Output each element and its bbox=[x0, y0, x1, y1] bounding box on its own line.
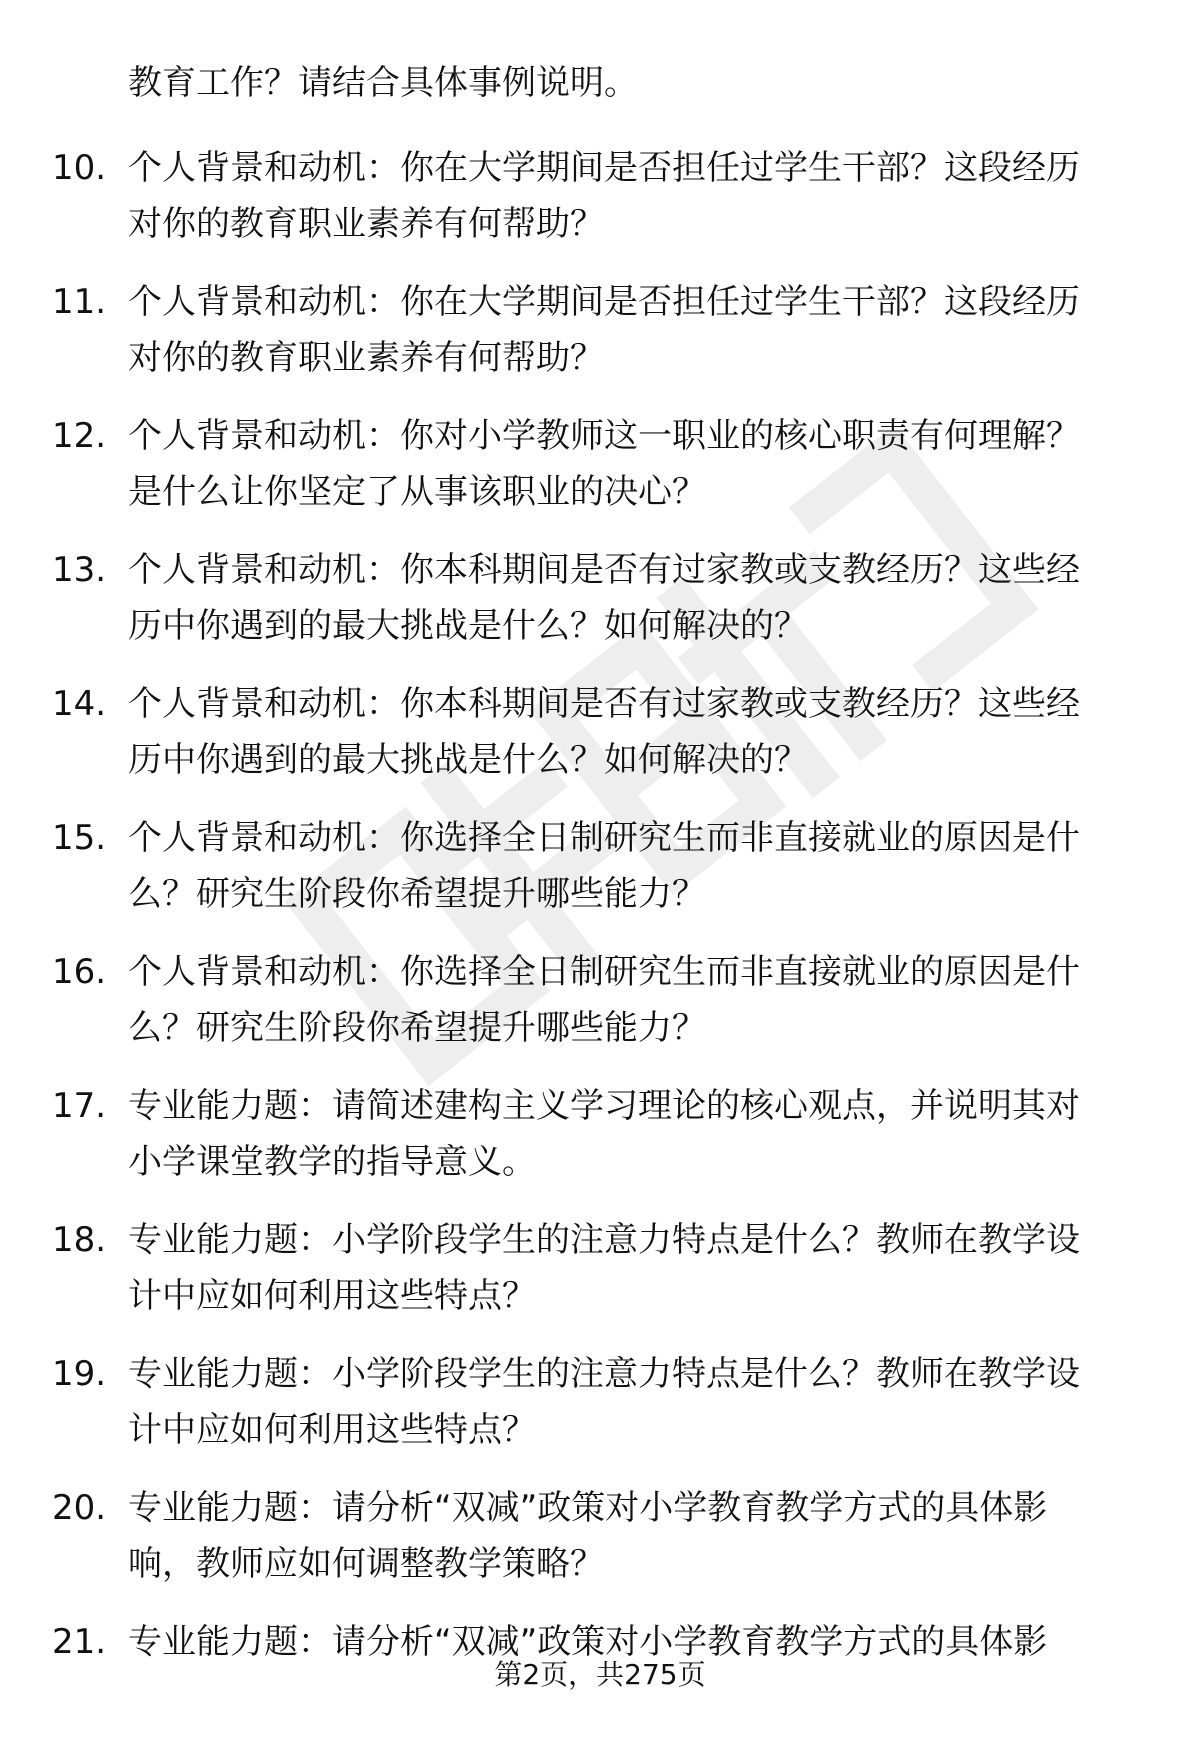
question-number: 13. bbox=[52, 550, 107, 590]
question-number: 12. bbox=[52, 416, 107, 456]
question-line: 专业能力题：请分析“双减”政策对小学教育教学方式的具体影 bbox=[128, 1488, 1048, 1528]
question-line: 响，教师应如何调整教学策略？ bbox=[128, 1544, 604, 1584]
question-number: 21. bbox=[52, 1622, 107, 1662]
question-line: 个人背景和动机：你对小学教师这一职业的核心职责有何理解？ bbox=[128, 416, 1080, 456]
list-item bbox=[0, 676, 1200, 810]
question-line: 计中应如何利用这些特点？ bbox=[128, 1410, 536, 1450]
question-line: 历中你遇到的最大挑战是什么？如何解决的？ bbox=[128, 740, 808, 780]
question-line: 对你的教育职业素养有何帮助？ bbox=[128, 338, 604, 378]
list-item bbox=[0, 542, 1200, 676]
question-list bbox=[0, 140, 1200, 1748]
question-number: 15. bbox=[52, 818, 107, 858]
question-line: 个人背景和动机：你本科期间是否有过家教或支教经历？这些经 bbox=[128, 550, 1080, 590]
question-line: 个人背景和动机：你在大学期间是否担任过学生干部？这段经历 bbox=[128, 282, 1080, 322]
list-item bbox=[0, 810, 1200, 944]
question-number: 16. bbox=[52, 952, 107, 992]
question-number: 18. bbox=[52, 1220, 107, 1260]
question-line: 历中你遇到的最大挑战是什么？如何解决的？ bbox=[128, 606, 808, 646]
question-line: 小学课堂教学的指导意义。 bbox=[128, 1142, 536, 1182]
list-item bbox=[0, 408, 1200, 542]
list-item bbox=[0, 1480, 1200, 1614]
question-number: 17. bbox=[52, 1086, 107, 1126]
question-number: 14. bbox=[52, 684, 107, 724]
list-item bbox=[0, 1212, 1200, 1346]
page-footer: 第2页，共275页 bbox=[494, 1658, 706, 1691]
question-line: 个人背景和动机：你本科期间是否有过家教或支教经历？这些经 bbox=[128, 684, 1080, 724]
question-line: 计中应如何利用这些特点？ bbox=[128, 1276, 536, 1316]
question-text bbox=[128, 1078, 1148, 1190]
question-number: 20. bbox=[52, 1488, 107, 1528]
question-line: 么？研究生阶段你希望提升哪些能力？ bbox=[128, 1008, 706, 1048]
list-item bbox=[0, 140, 1200, 274]
question-line: 是什么让你坚定了从事该职业的决心？ bbox=[128, 472, 706, 512]
question-line: 么？研究生阶段你希望提升哪些能力？ bbox=[128, 874, 706, 914]
question-line: 个人背景和动机：你选择全日制研究生而非直接就业的原因是什 bbox=[128, 818, 1080, 858]
list-item bbox=[0, 1078, 1200, 1212]
question-line: 个人背景和动机：你选择全日制研究生而非直接就业的原因是什 bbox=[128, 952, 1080, 992]
question-text bbox=[128, 408, 1148, 520]
question-text bbox=[128, 542, 1148, 654]
question-line: 专业能力题：请简述建构主义学习理论的核心观点，并说明其对 bbox=[128, 1086, 1080, 1126]
question-number: 19. bbox=[52, 1354, 107, 1394]
question-text bbox=[128, 944, 1148, 1056]
question-text bbox=[128, 140, 1148, 252]
list-item bbox=[0, 274, 1200, 408]
question-line: 对你的教育职业素养有何帮助？ bbox=[128, 204, 604, 244]
question-text bbox=[128, 1480, 1148, 1592]
question-line: 专业能力题：请分析“双减”政策对小学教育教学方式的具体影 bbox=[128, 1622, 1048, 1662]
question-number: 10. bbox=[52, 148, 107, 188]
question-text bbox=[128, 274, 1148, 386]
question-text bbox=[128, 810, 1148, 922]
question-text bbox=[128, 676, 1148, 788]
question-line: 专业能力题：小学阶段学生的注意力特点是什么？教师在教学设 bbox=[128, 1220, 1080, 1260]
question-text bbox=[128, 1212, 1148, 1324]
question-line: 个人背景和动机：你在大学期间是否担任过学生干部？这段经历 bbox=[128, 148, 1080, 188]
list-item bbox=[0, 1346, 1200, 1480]
continuation-text: 教育工作？请结合具体事例说明。 bbox=[128, 63, 638, 103]
question-number: 11. bbox=[52, 282, 107, 322]
question-line: 专业能力题：小学阶段学生的注意力特点是什么？教师在教学设 bbox=[128, 1354, 1080, 1394]
question-text bbox=[128, 1346, 1148, 1458]
list-item bbox=[0, 944, 1200, 1078]
